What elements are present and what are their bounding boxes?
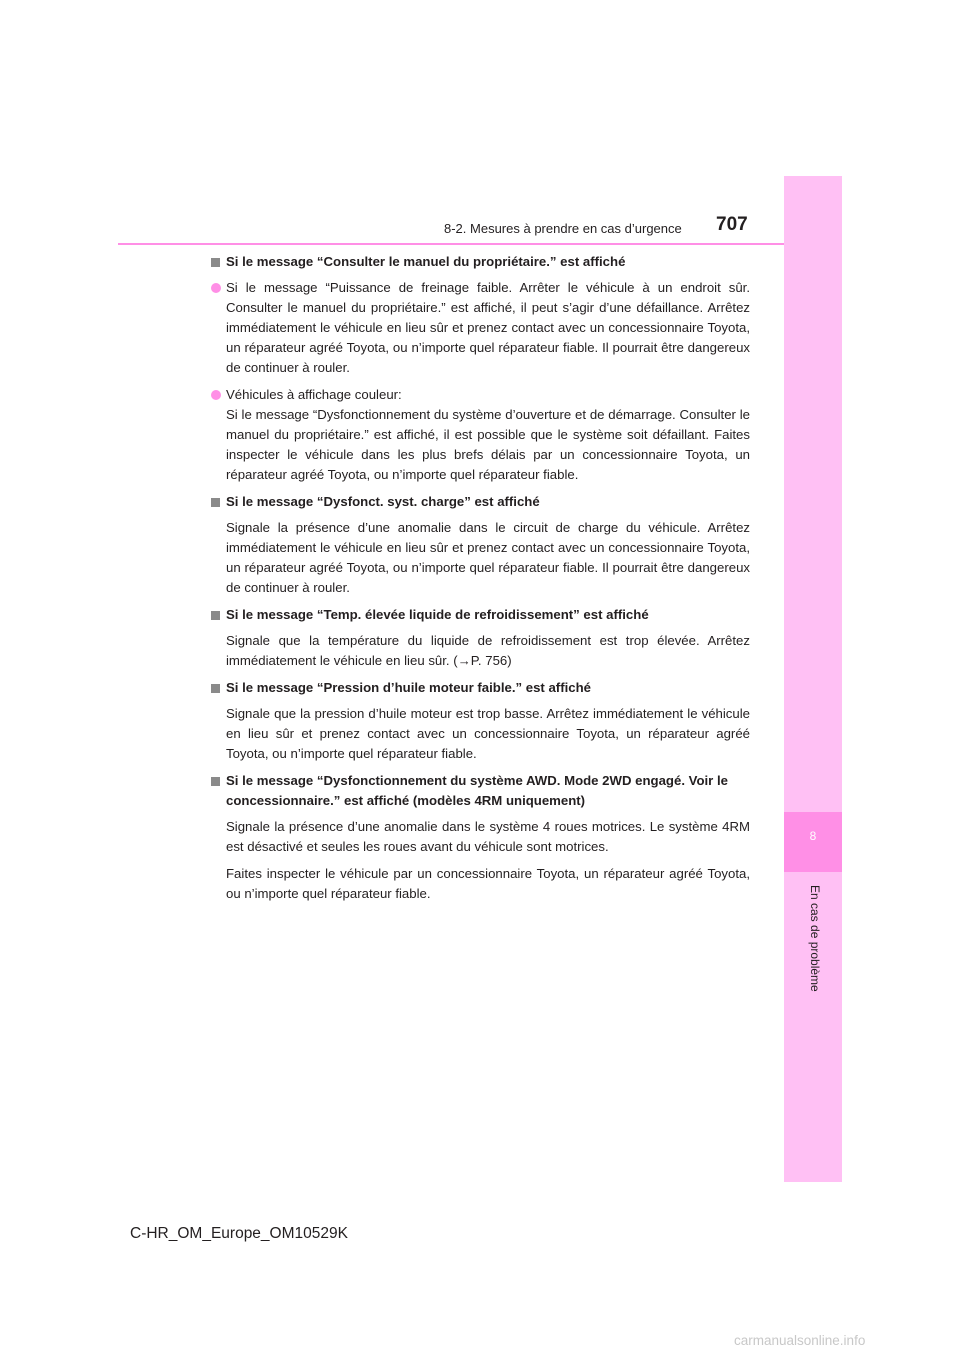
section-paragraph: Signale la présence d’une anomalie dans le circuit de charge du véhicule. Arrêtez immédiatement le véhicule en lieu sûr et prenez contact avec un concessionnaire Toyota, un réparateur agréé Toyota, ou n’importe quel réparateur fiable. Il pourrait être dangereux de continuer à rouler.: [226, 520, 750, 595]
list-item-continuation: Si le message “Dysfonctionnement du système d’ouverture et de démarrage. Consulter le manuel du propriétaire.” est affiché, il est possible que le système soit défaillant. Faites inspecter le véhicule dans les plus brefs délais par un concessionnaire Toyota, un réparateur agréé Toyota, ou n’importe quel réparateur fiable.: [226, 407, 750, 482]
page-content: [210, 252, 750, 911]
watermark-text: carmanualsonline.info: [734, 1333, 866, 1348]
section-heading: Si le message “Temp. élevée liquide de refroidissement” est affiché: [210, 605, 750, 625]
document-code: C-HR_OM_Europe_OM10529K: [130, 1225, 348, 1242]
page-number: 707: [716, 214, 748, 235]
section-dysfonct-charge: [210, 492, 750, 598]
section-pression-huile: [210, 678, 750, 764]
section-heading: Si le message “Pression d’huile moteur faible.” est affiché: [210, 678, 750, 698]
section-paragraph: Signale que la pression d’huile moteur est trop basse. Arrêtez immédiatement le véhicule en lieu sûr et prenez contact avec un concessionnaire Toyota, un réparateur agréé Toyota, ou n’importe quel réparateur fiable.: [226, 706, 750, 761]
section-temp-liquide: [210, 605, 750, 671]
section-consulter-manuel: [210, 252, 750, 485]
chapter-side-tab: [784, 176, 842, 1182]
section-heading: Si le message “Dysfonct. syst. charge” est affiché: [210, 492, 750, 512]
list-item: [210, 278, 750, 378]
bullet-dot-icon: [211, 390, 221, 400]
section-heading: Si le message “Consulter le manuel du propriétaire.” est affiché: [210, 252, 750, 272]
section-heading: Si le message “Dysfonctionnement du système AWD. Mode 2WD engagé. Voir le concessionnaire.” est affiché (modèles 4RM uniquement): [210, 771, 750, 811]
list-item: [210, 385, 750, 485]
header-rule: [118, 243, 784, 245]
bullet-dot-icon: [211, 283, 221, 293]
section-paragraph: Signale que la température du liquide de refroidissement est trop élevée. Arrêtez immédiatement le véhicule en lieu sûr. (→P. 756): [226, 633, 750, 668]
section-paragraph: Faites inspecter le véhicule par un concessionnaire Toyota, un réparateur agréé Toyota, ou n’importe quel réparateur fiable.: [226, 866, 750, 901]
chapter-title: En cas de problème: [808, 885, 822, 992]
list-item-text: Si le message “Puissance de freinage faible. Arrêter le véhicule à un endroit sûr. Consulter le manuel du propriétaire.” est affiché, il peut s’agir d’une défaillance. Arrêtez immédiatement le véhicule en lieu sûr et prenez contact avec un concessionnaire Toyota, un réparateur agréé Toyota, ou n’importe quel réparateur fiable. Il pourrait être dangereux de continuer à rouler.: [226, 280, 750, 375]
section-awd: [210, 771, 750, 904]
section-title: 8-2. Mesures à prendre en cas d’urgence: [444, 221, 682, 236]
chapter-number: 8: [809, 829, 817, 843]
section-paragraph: Signale la présence d’une anomalie dans le système 4 roues motrices. Le système 4RM est désactivé et seules les roues avant du véhicule sont motrices.: [226, 819, 750, 854]
list-item-text: Véhicules à affichage couleur:: [226, 387, 402, 402]
